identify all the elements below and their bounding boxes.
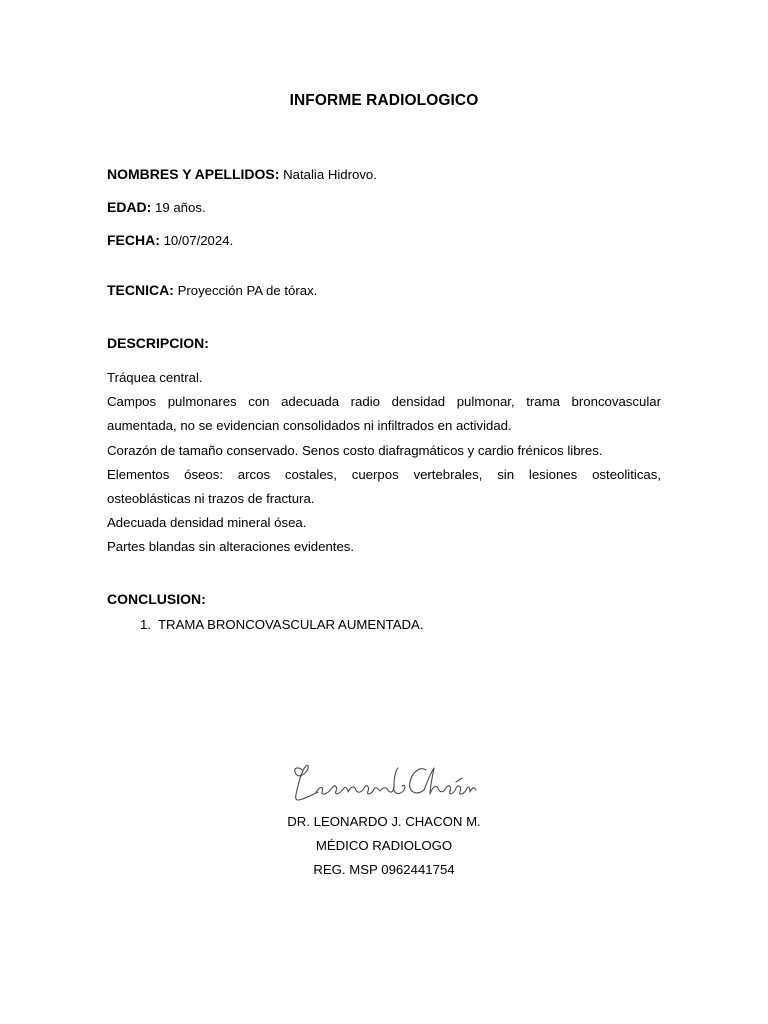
technique-label: TECNICA: (107, 282, 174, 298)
description-line: Elementos óseos: arcos costales, cuerpos vertebrales, sin lesiones osteoliticas, (107, 466, 661, 482)
description-line: Partes blandas sin alteraciones evidentes. (107, 539, 355, 555)
doctor-role: MÉDICO RADIOLOGO (315, 838, 453, 853)
patient-name-field (107, 166, 377, 182)
patient-age-label: EDAD: (107, 199, 152, 215)
description-line: Campos pulmonares con adecuada radio densidad pulmonar, trama broncovascular (107, 394, 661, 410)
description-line: Corazón de tamaño conservado. Senos costo diafragmáticos y cardio frénicos libres. (107, 442, 603, 458)
patient-name-label: NOMBRES Y APELLIDOS: (107, 166, 280, 182)
report-date-label: FECHA: (107, 232, 160, 248)
doctor-name: DR. LEONARDO J. CHACON M. (287, 814, 481, 829)
technique-value: Proyección PA de tórax. (177, 283, 318, 298)
doctor-registration: REG. MSP 0962441754 (313, 862, 455, 877)
description-body (107, 366, 661, 560)
patient-age-field (107, 199, 206, 215)
technique-field (107, 282, 317, 298)
list-item-number: 1. (140, 617, 151, 632)
description-heading: DESCRIPCION: (107, 335, 209, 351)
report-date-value: 10/07/2024. (163, 233, 234, 248)
patient-age-value: 19 años. (155, 200, 206, 215)
report-date-field (107, 232, 233, 248)
list-item (107, 617, 424, 632)
handwritten-signature (288, 756, 478, 812)
page-title: INFORME RADIOLOGICO (289, 92, 479, 109)
description-line: aumentada, no se evidencian consolidados ni infiltrados en actividad. (107, 418, 512, 434)
patient-name-value: Natalia Hidrovo. (283, 167, 377, 182)
description-line: Adecuada densidad mineral ósea. (107, 515, 307, 531)
description-line: Tráquea central. (107, 370, 203, 385)
list-item-text: TRAMA BRONCOVASCULAR AUMENTADA. (158, 617, 424, 632)
conclusion-list (107, 617, 424, 632)
description-line: osteoblásticas ni trazos de fractura. (107, 491, 315, 507)
conclusion-heading: CONCLUSION: (107, 591, 206, 607)
